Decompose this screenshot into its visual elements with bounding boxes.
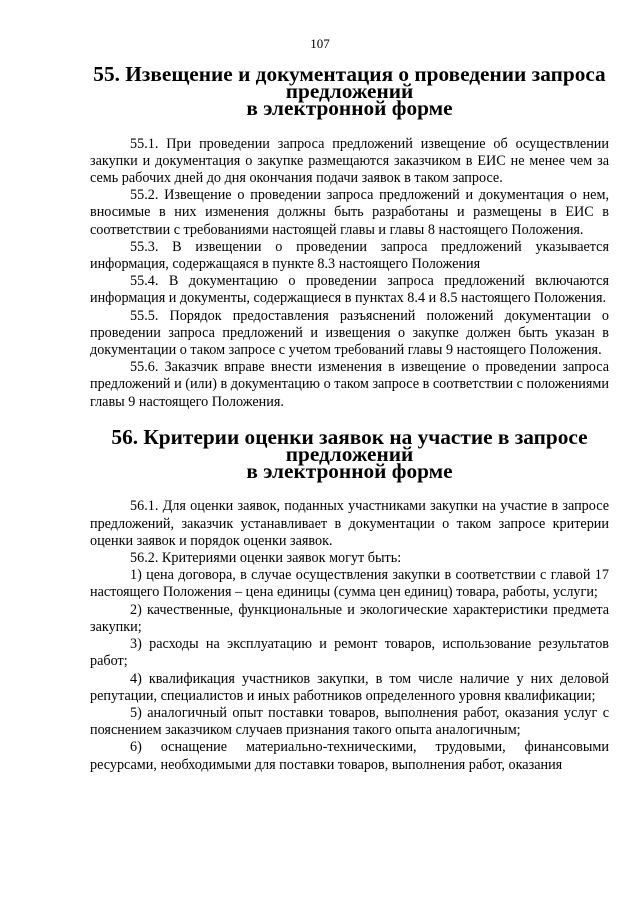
paragraph-56-1: 56.1. Для оценки заявок, поданных участниками закупки на участие в запросе предложений, заказчик устанавливает в документации о таком запросе критерии оценки заявок и порядок оценки заявок. [90,498,609,549]
section-55-title-line1: 55. Извещение и документация о проведении запроса предложений [93,62,606,104]
list-item-criterion-6: 6) оснащение материально-техническими, трудовыми, финансовыми ресурсами, необходимыми для поставки товаров, выполнения работ, оказания [90,739,609,773]
list-item-criterion-3: 3) расходы на эксплуатацию и ремонт товаров, использование результатов работ; [90,636,609,670]
paragraph-55-1: 55.1. При проведении запроса предложений извещение об осуществлении закупки и документация о закупке размещаются заказчиком в ЕИС не менее чем за семь рабочих дней до дня окончания подачи заявок в таком запросе. [90,135,609,187]
page-number: 107 [310,36,330,51]
section-56-title-line1: 56. Критерии оценки заявок на участие в запросе предложений [111,424,588,467]
list-item-criterion-2: 2) качественные, функциональные и экологические характеристики предмета закупки; [90,601,609,635]
paragraph-55-4: 55.4. В документацию о проведении запроса предложений включаются информация и документы, содержащиеся в пунктах 8.4 и 8.5 настоящего Положения. [90,273,609,307]
spacer [90,118,609,136]
section-56-title-line2: в электронной форме [246,459,453,484]
paragraph-56-2: 56.2. Критериями оценки заявок могут быть: [130,550,402,567]
paragraph-55-5: 55.5. Порядок предоставления разъяснений положений документации о проведении запроса предложений и извещения о закупке должен быть указан в документации о таком запросе с учетом требований главы 9 настоящего Положения. [90,307,609,359]
page-content [90,62,609,774]
list-item-criterion-5: 5) аналогичный опыт поставки товаров, выполнения работ, оказания услуг с пояснением заказчиком случаев признания такого опыта аналогичным; [90,704,609,739]
section-56-heading [90,424,609,484]
spacer [90,480,609,498]
paragraph-55-2: 55.2. Извещение о проведении запроса предложений и документация о нем, вносимые в них изменения должны быть разработаны и размещены в ЕИС в соответствии с требованиями настоящей главы и главы 8 настоящего Положения. [90,187,609,238]
section-55-heading [90,62,609,121]
list-item-criterion-4: 4) квалификация участников закупки, в том числе наличие у них деловой репутации, специалистов и иных работников определенного уровня квалификации; [90,670,609,704]
paragraph-55-6: 55.6. Заказчик вправе внести изменения в извещение о проведении запроса предложений и (или) в документацию о таком запросе в соответствии с положениями главы 9 настоящего Положения. [90,359,609,410]
list-item-criterion-1: 1) цена договора, в случае осуществления закупки в соответствии с главой 17 настоящего Положения – цена единицы (сумма цен единиц) товара, работы, услуги; [90,567,609,601]
paragraph-55-3: 55.3. В извещении о проведении запроса предложений указывается информация, содержащаяся в пункте 8.3 настоящего Положения [90,238,609,273]
section-55-title-line2: в электронной форме [246,96,453,121]
